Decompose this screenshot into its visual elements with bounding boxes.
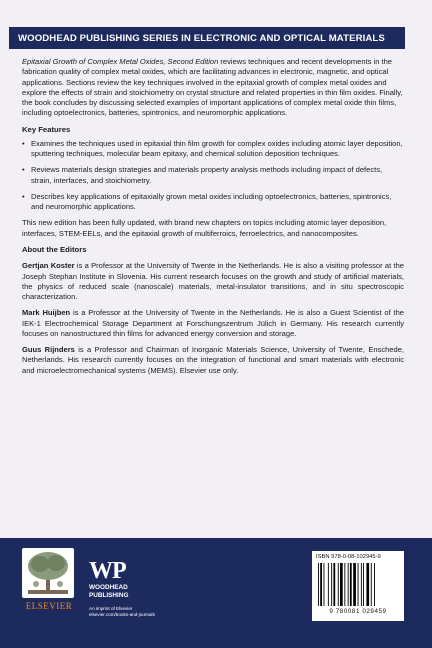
about-editors-heading: About the Editors xyxy=(22,244,87,254)
publisher-name xyxy=(89,584,128,600)
editor-bio-text: is a Professor at the University of Twente in the Netherlands. He is also a visiting professor at the Joseph Stephan Institute in Slovenia. His current research focuses on the growth and study of artificial materials, the physics of reduced scale (nanoscale) materials, metal-insulator transitions, and in situ spectroscopic characterization. xyxy=(22,261,404,302)
publisher-name-line-1: WOODHEAD xyxy=(89,584,128,591)
key-features-list xyxy=(22,139,404,213)
editor-bio xyxy=(22,345,404,376)
editor-name: Guus Rijnders xyxy=(22,345,75,355)
editor-bio xyxy=(22,308,404,339)
barcode-box xyxy=(312,551,404,621)
feature-text: Examines the techniques used in epitaxial thin film growth for complex oxides including atomic layer deposition, sputtering techniques, molecular beam epitaxy, and chemical solution deposition techniques. xyxy=(31,138,403,159)
elsevier-tree-logo-icon xyxy=(22,548,74,598)
elsevier-logo-text: ELSEVIER xyxy=(25,601,73,611)
feature-text: Reviews materials design strategies and materials property analysis methods including impact of defects, strain, interfaces, and stoichiometry. xyxy=(31,165,383,185)
barcode-icon xyxy=(318,563,398,606)
intro-text: reviews techniques and recent developments in the fabrication quality of complex metal oxides, which are facilitating advances in electronic, magnetic, and optical applications. Sections review the key techniques involved in the epitaxial growth of complex metal oxides and explore the effects of strain and stoichiometry on crystal structure and related properties in thin film oxides. Finally, the book concludes by discussing selected examples of important applications of complex metal oxide thin films, including optoelectronics, batteries, spintronics, and neuromorphic applications. xyxy=(22,57,403,118)
cover-text xyxy=(22,57,404,376)
series-title-bar xyxy=(9,27,405,49)
bullet-icon: • xyxy=(22,165,25,175)
bullet-icon: • xyxy=(22,138,25,148)
book-title: Epitaxial Growth of Complex Metal Oxides, Second Edition xyxy=(22,57,219,66)
editor-bio-text: is a Professor and Chairman of Inorganic Materials Science, University of Twente, Enschede, Netherlands. His research currently focuses on the integration of functional and smart materials with electronic and microelectromechanical systems (MEMS). Elsevier use only. xyxy=(22,345,404,375)
series-title: WOODHEAD PUBLISHING SERIES IN ELECTRONIC AND OPTICAL MATERIALS xyxy=(18,32,385,44)
feature-text: Describes key applications of epitaxially grown metal oxides including optoelectronics, batteries, spintronics, and neuromorphic applications. xyxy=(31,191,392,212)
editor-bio xyxy=(22,261,404,302)
imprint-info xyxy=(89,606,155,618)
barcode-number: 9 780081 029459 xyxy=(329,608,387,615)
list-item xyxy=(22,192,404,213)
intro-paragraph xyxy=(22,57,404,119)
new-edition-paragraph: This new edition has been fully updated, with brand new chapters on topics including atomic layer deposition, interfaces, STEM-EELs, and the epitaxial growth of multiferroics, ferroelectrics, and nanocomposites. xyxy=(22,218,387,238)
list-item xyxy=(22,139,404,160)
publisher-name-line-2: PUBLISHING xyxy=(89,592,129,599)
woodhead-publishing-logo-icon: WP xyxy=(89,558,126,584)
isbn-label: ISBN 978-0-08-102945-9 xyxy=(316,554,381,560)
key-features-heading: Key Features xyxy=(22,124,71,134)
imprint-url: elsevier.com/books-and-journals xyxy=(89,612,155,618)
bullet-icon: • xyxy=(22,191,25,201)
editor-bio-text: is a Professor at the University of Twente in the Netherlands. He is also a Guest Scientist of the IEK-1 Electrochemical Storage Department at Forschungszentrum Jülich in Germany. His research currently focuses on nanostructured thin films for advanced energy conversion and storage. xyxy=(22,308,404,338)
editor-name: Gertjan Koster xyxy=(22,261,75,271)
list-item xyxy=(22,165,404,186)
imprint-line: An imprint of Elsevier xyxy=(89,606,133,611)
editor-name: Mark Huijben xyxy=(22,308,71,318)
